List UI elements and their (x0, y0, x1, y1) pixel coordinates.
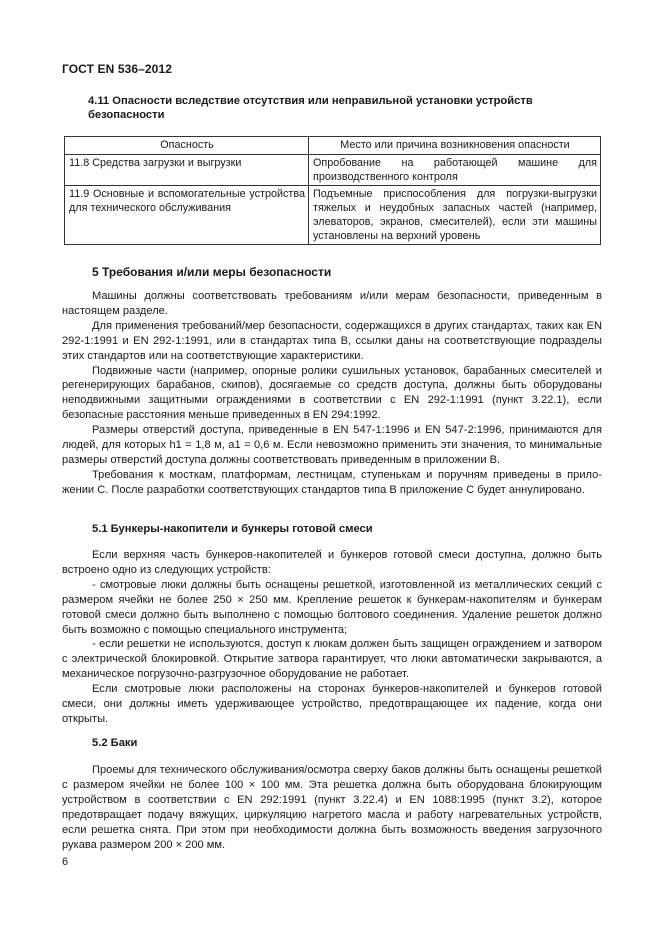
section-5-title: 5 Требования и/или меры безопасности (92, 265, 332, 279)
table-header-location: Место или причина возникновения опасности (309, 137, 601, 155)
table-cell-location: Подъемные приспособления для погрузки-выгрузки тяжелых и неудобных запасных частей (например, элеваторов, экранов, смесителей), если эти машины установлены на верхний уровень (309, 186, 601, 245)
section-4-11-title: 4.11 Опасности вследствие отсутствия или неправильной установки устройств безопасности (88, 95, 533, 121)
paragraph: Подвижные части (например, опорные ролики сушильных установок, барабанных смесителей и регенерирующих барабанов, скипов), досягаемые со средств доступа, должны быть оборудованы неподвижными защитными ограждениями в соответствии с EN 292-1:1991 (пункт 3.22.1), если безопасные расстояния меньше приведенных в EN 294:1992. (62, 364, 602, 422)
section-5-body (62, 289, 602, 498)
paragraph: Размеры отверстий доступа, приведенные в EN 547-1:1996 и EN 547-2:1996, принимаются для людей, для которых h1 = 1,8 м, a1 = 0,6 м. Если невозможно применить эти значения, то минимальные размеры отверстий доступа должны соответствовать приведенным в приложении В. (62, 424, 602, 466)
document-code: ГОСТ EN 536–2012 (62, 62, 173, 76)
paragraph: Проемы для технического обслуживания/осмотра сверху баков должны быть оснащены решеткой с размером ячейки не более 100 × 100 мм. Эта решетка должна быть оборудована блокирующим устройством в соответствии с EN 292:1991 (пункт 3.22.4) и EN 1088:1995 (пункт 3.2), которое предотвращает подачу вяжущих, циркуляцию нагретого масла и работу нагревательных устройств, если решетка снята. При этом при необходимости должна быть возможность введения загрузочного рукава размером 200 × 200 мм. (62, 764, 602, 851)
paragraph: - смотровые люки должны быть оснащены решеткой, изготовленной из металлических секций с размером ячейки не более 250 × 250 мм. Крепление решеток к бункерам-накопителям и бункерам готовой смеси должно быть выполнено с помощью болтового соединения. Удаление решеток должно быть возможно с помощью специального инструмента; (62, 578, 602, 636)
table-cell-hazard: 11.9 Основные и вспомогательные устройства для технического обслуживания (65, 186, 309, 245)
section-5-2-title: 5.2 Баки (92, 737, 138, 749)
table-cell-location: Опробование на работающей машине для производственного контроля (309, 155, 601, 186)
paragraph: Для применения требований/мер безопасности, содержащихся в других стандартах, таких как EN 292-1:1991 и EN 292-1:1991, или в стандартах типа В, ссылки даны на соответствующие подразделы этих стандартов или на соответствующие характеристики. (62, 319, 602, 362)
paragraph: Машины должны соответствовать требованиям и/или мерам безопасности, приведенным в настоящем разделе. (62, 290, 602, 317)
paragraph: Если верхняя часть бункеров-накопителей и бункеров готовой смеси доступна, должно быть встроено одно из следующих устройств: (62, 549, 602, 576)
table-row (65, 186, 601, 245)
section-5-1-body (62, 548, 602, 727)
page-number: 6 (62, 856, 69, 868)
table-header-hazard: Опасность (65, 137, 309, 155)
section-5-2-body (62, 763, 602, 852)
hazards-table (64, 136, 601, 245)
paragraph: Если смотровые люки расположены на сторонах бункеров-накопителей и бункеров готовой смеси, они должны иметь удерживающее устройство, предотвращающее их падение, когда они открыты. (62, 683, 602, 725)
table-header-row (65, 137, 601, 155)
table-cell-hazard: 11.8 Средства загрузки и выгрузки (65, 155, 309, 186)
paragraph: - если решетки не используются, доступ к люкам должен быть защищен ограждением и затвором с электрической блокировкой. Открытие затвора гарантирует, что люки автоматически закрываются, а механическое погрузочно-разгрузочное оборудование не работает. (62, 638, 602, 681)
table-row (65, 155, 601, 186)
section-5-1-title: 5.1 Бункеры-накопители и бункеры готовой смеси (92, 523, 373, 535)
paragraph: Требования к мосткам, платформам, лестницам, ступенькам и поручням приведены в прило-жении С. После разработки соответствующих стандартов типа В приложение С будет аннулировано. (62, 468, 602, 496)
